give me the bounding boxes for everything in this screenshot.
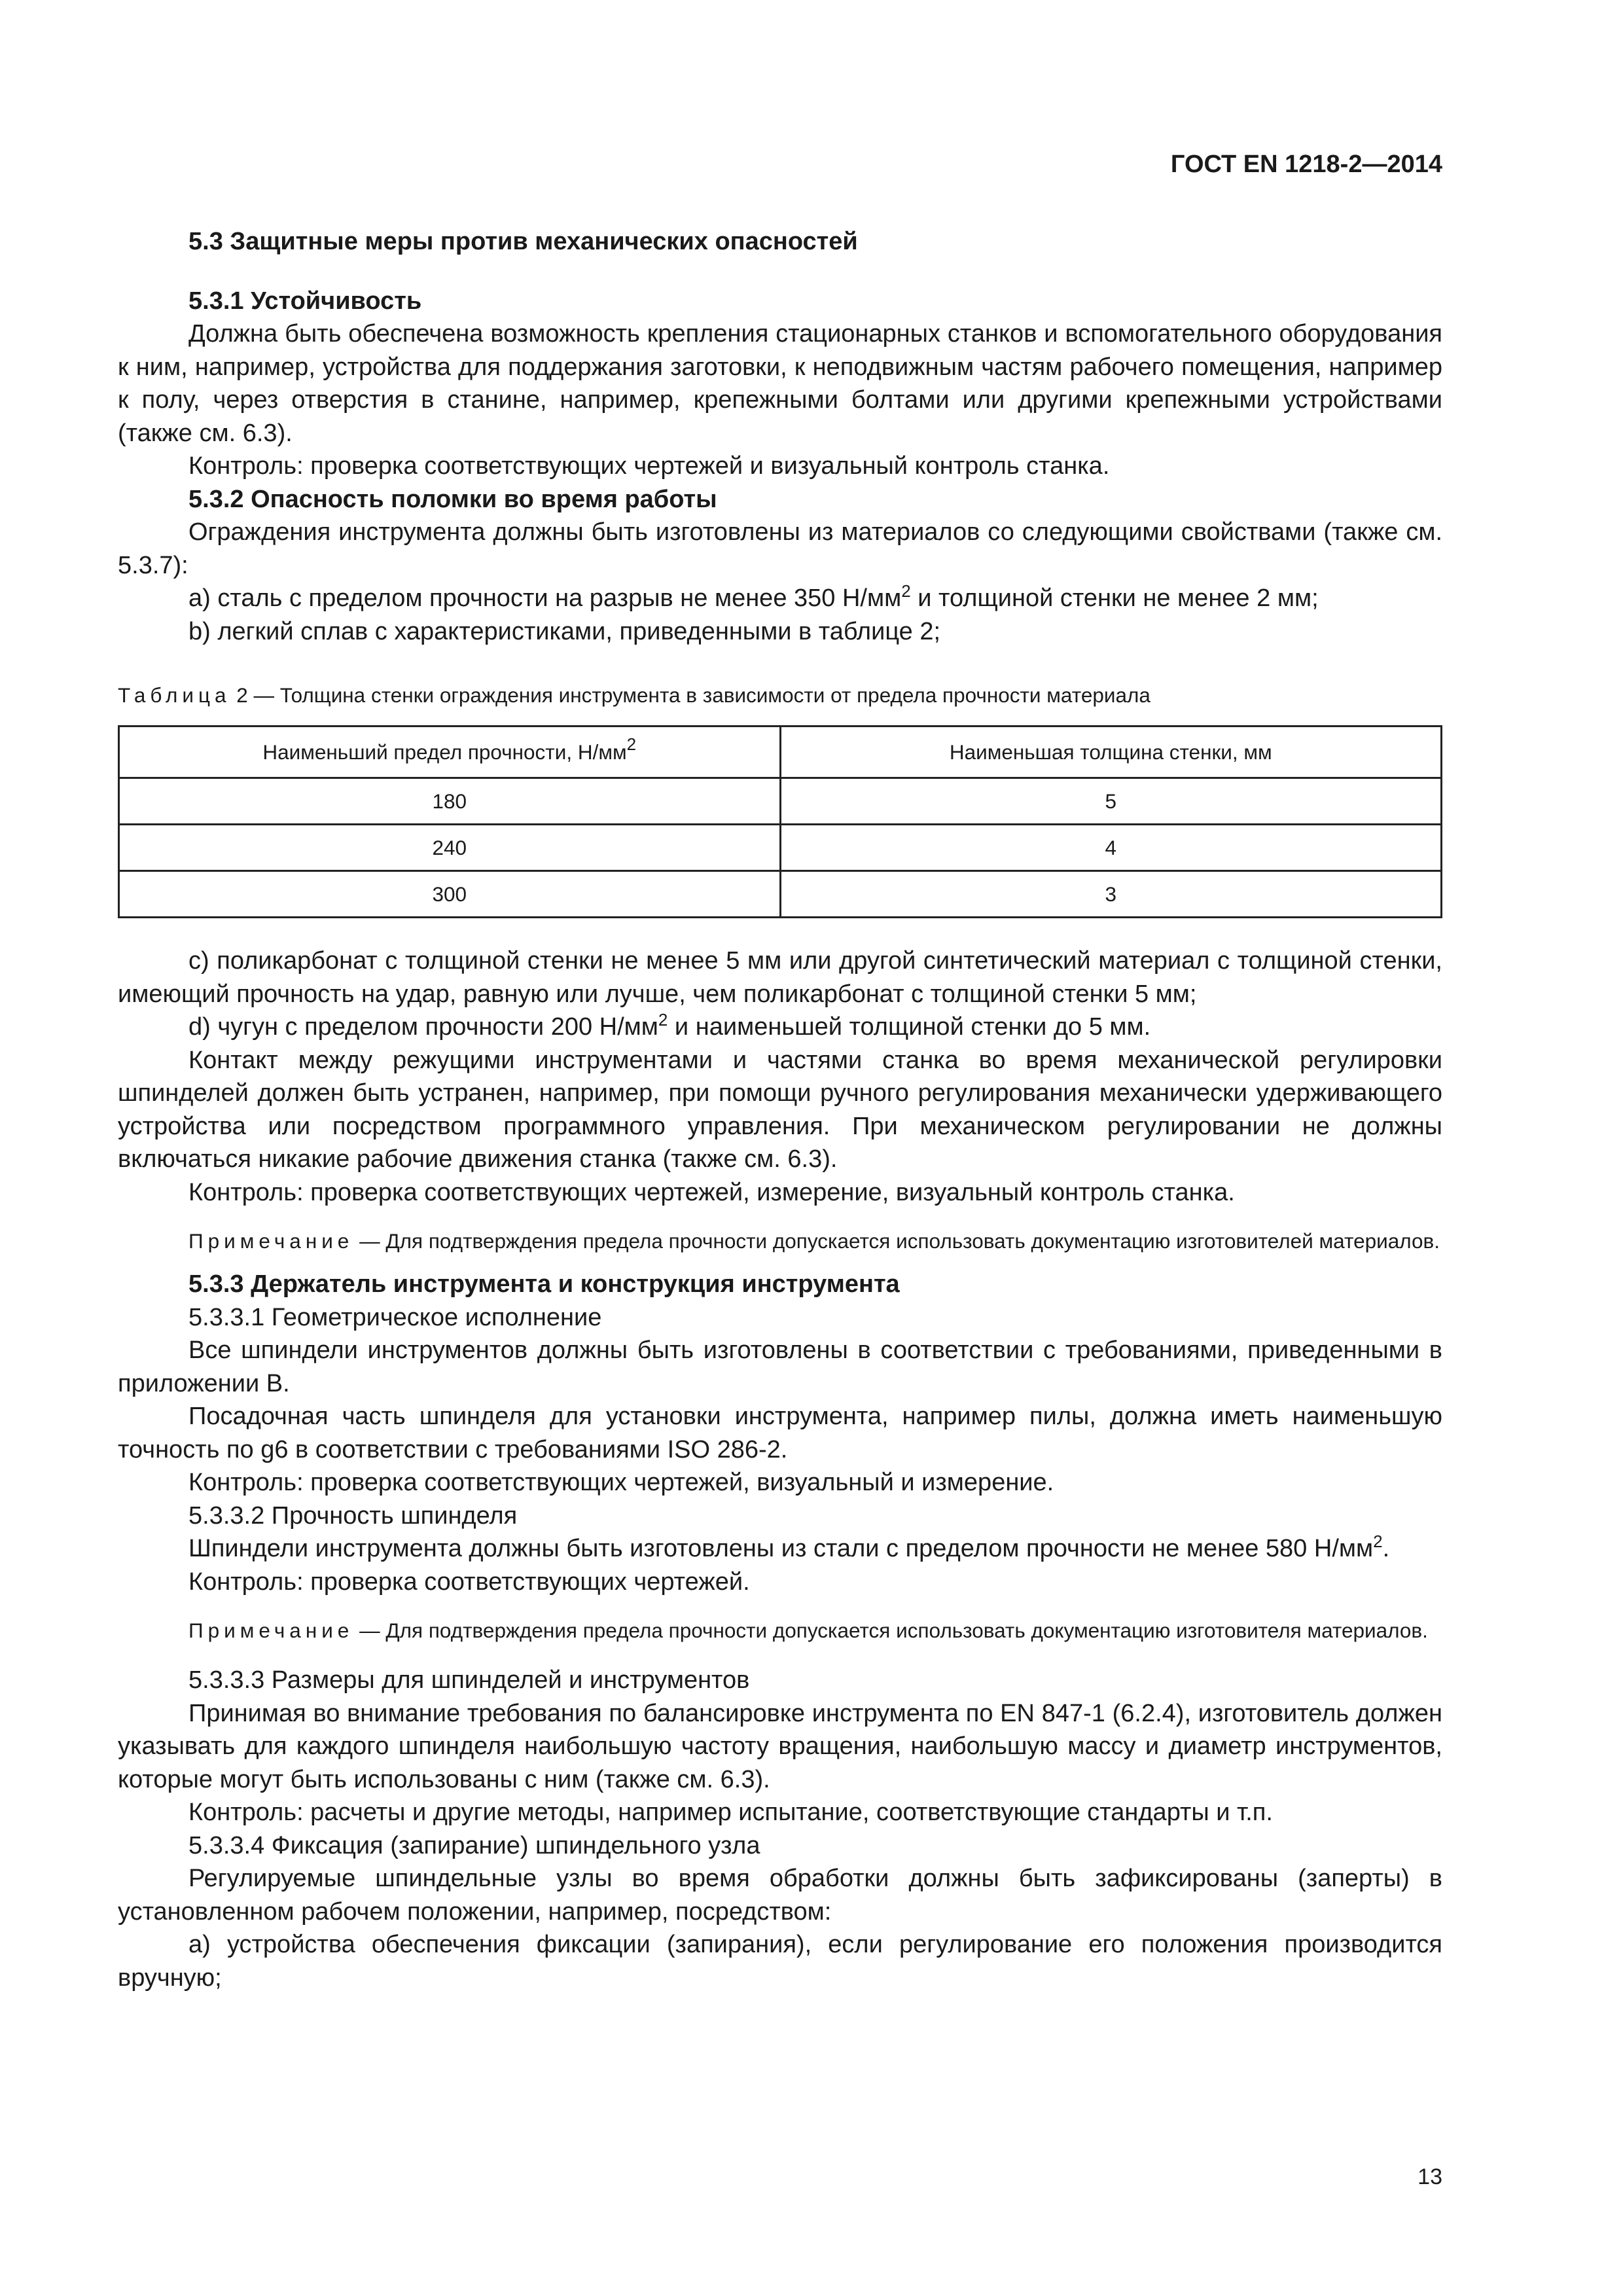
superscript: 2: [1373, 1532, 1383, 1551]
document-code: ГОСТ EN 1218-2—2014: [1170, 151, 1442, 178]
list-item-a-text-2: и толщиной стенки не менее 2 мм;: [910, 584, 1319, 612]
table-cell-strength: 180: [119, 778, 781, 825]
note-2: [118, 1617, 1442, 1644]
section-5-3-1-heading: 5.3.1 Устойчивость: [188, 287, 422, 315]
table-header-strength: [119, 726, 781, 778]
section-5-3-heading: 5.3 Защитные меры против механических опасностей: [188, 228, 858, 255]
note-text: — Для подтверждения предела прочности допускается использовать документацию изготовителей материалов.: [353, 1229, 1440, 1253]
page-number: 13: [1418, 2164, 1442, 2189]
page-content: [118, 148, 1442, 1994]
table-cell-thickness: 3: [780, 871, 1442, 918]
section-5-3-3-2-paragraph: [118, 1532, 1442, 1566]
table-row: [119, 778, 1442, 825]
list-item-d-text-2: и наименьшей толщиной стенки до 5 мм.: [668, 1013, 1151, 1041]
table-header-strength-label: Наименьший предел прочности, Н/мм: [262, 740, 627, 764]
section-5-3-3-1-control: Контроль: проверка соответствующих чертежей, визуальный и измерение.: [188, 1469, 1054, 1496]
list-item-d: [118, 1011, 1442, 1044]
section-5-3-3-3-paragraph: Принимая во внимание требования по балансировке инструмента по EN 847-1 (6.2.4), изготовитель должен указывать для каждого шпинделя наибольшую частоту вращения, наибольшую массу и диаметр инструментов, которые могут быть использованы с ним (также см. 6.3).: [118, 1699, 1442, 1793]
section-5-3-1-control: Контроль: проверка соответствующих чертежей и визуальный контроль станка.: [188, 452, 1110, 480]
table-header-row: [119, 726, 1442, 778]
table-cell-thickness: 5: [780, 778, 1442, 825]
table-caption-label: Таблица: [118, 683, 231, 707]
section-5-3-3-2-heading: 5.3.3.2 Прочность шпинделя: [188, 1501, 518, 1530]
list-item-c: с) поликарбонат с толщиной стенки не менее 5 мм или другой синтетический материал с толщиной стенки, имеющий прочность на удар, равную или лучше, чем поликарбонат с толщиной стенки 5 мм;: [118, 947, 1442, 1008]
note-1: [118, 1227, 1442, 1255]
section-5-3-3-4-paragraph: Регулируемые шпиндельные узлы во время обработки должны быть зафиксированы (заперты) в установленном рабочем положении, например, посредством:: [118, 1865, 1442, 1926]
superscript: 2: [626, 734, 637, 754]
list-item-d-text-1: d) чугун с пределом прочности 200 Н/мм: [188, 1013, 658, 1041]
section-5-3-3-4-heading: 5.3.3.4 Фиксация (запирание) шпиндельного узла: [188, 1831, 760, 1859]
section-5-3-2-control: Контроль: проверка соответствующих чертежей, измерение, визуальный контроль станка.: [188, 1178, 1235, 1206]
wall-thickness-table: [118, 725, 1442, 918]
section-5-3-3-2-text-2: .: [1382, 1535, 1390, 1562]
section-5-3-3-4-item-a: а) устройства обеспечения фиксации (запирания), если регулирование его положения производится вручную;: [118, 1931, 1442, 1992]
section-5-3-3-2-control: Контроль: проверка соответствующих чертежей.: [188, 1568, 750, 1596]
list-item-a-text-1: а) сталь с пределом прочности на разрыв не менее 350 Н/мм: [188, 584, 902, 612]
section-5-3-3-3-control: Контроль: расчеты и другие методы, например испытание, соответствующие стандарты и т.п.: [188, 1799, 1273, 1826]
section-5-3-3-2-text-1: Шпиндели инструмента должны быть изготовлены из стали с пределом прочности не менее 580 Н/мм: [188, 1535, 1374, 1562]
section-5-3-3-1-heading: 5.3.3.1 Геометрическое исполнение: [188, 1303, 602, 1331]
table-row: [119, 871, 1442, 918]
list-item-a: [118, 582, 1442, 615]
note-label: Примечание: [188, 1229, 354, 1253]
table-caption-text: 2 — Толщина стенки ограждения инструмента в зависимости от предела прочности материала: [230, 683, 1150, 707]
section-5-3-3-1-paragraph-1: Все шпиндели инструментов должны быть изготовлены в соответствии с требованиями, приведенными в приложении В.: [118, 1336, 1442, 1397]
superscript: 2: [658, 1010, 668, 1030]
section-5-3-2-paragraph: Ограждения инструмента должны быть изготовлены из материалов со следующими свойствами (также см. 5.3.7):: [118, 518, 1442, 579]
table-caption: [118, 681, 1442, 709]
note-text: — Для подтверждения предела прочности допускается использовать документацию изготовителя материалов.: [353, 1619, 1428, 1642]
table-cell-strength: 300: [119, 871, 781, 918]
superscript: 2: [901, 581, 911, 601]
section-5-3-3-3-heading: 5.3.3.3 Размеры для шпинделей и инструментов: [188, 1666, 750, 1694]
table-cell-thickness: 4: [780, 825, 1442, 871]
section-5-3-3-heading: 5.3.3 Держатель инструмента и конструкция инструмента: [188, 1270, 900, 1298]
section-5-3-2-heading: 5.3.2 Опасность поломки во время работы: [188, 485, 717, 513]
section-5-3-1-paragraph: Должна быть обеспечена возможность крепления стационарных станков и вспомогательного оборудования к ним, например, устройства для поддержания заготовки, к неподвижным частям рабочего помещения, например к полу, через отверстия в станине, например, крепежными болтами или другими крепежными устройствами (также см. 6.3).: [118, 320, 1442, 447]
table-row: [119, 825, 1442, 871]
table-header-thickness: Наименьшая толщина стенки, мм: [780, 726, 1442, 778]
section-5-3-2-contact-paragraph: Контакт между режущими инструментами и частями станка во время механической регулировки шпинделей должен быть устранен, например, при помощи ручного регулирования механически удерживающего устройства или посредством программного управления. При механическом регулировании не должны включаться никакие рабочие движения станка (также см. 6.3).: [118, 1046, 1442, 1173]
note-label: Примечание: [188, 1619, 354, 1642]
section-5-3-3-1-paragraph-2: Посадочная часть шпинделя для установки инструмента, например пилы, должна иметь наименьшую точность по g6 в соответствии с требованиями ISO 286-2.: [118, 1403, 1442, 1463]
list-item-b: b) легкий сплав с характеристиками, приведенными в таблице 2;: [188, 617, 941, 645]
table-cell-strength: 240: [119, 825, 781, 871]
